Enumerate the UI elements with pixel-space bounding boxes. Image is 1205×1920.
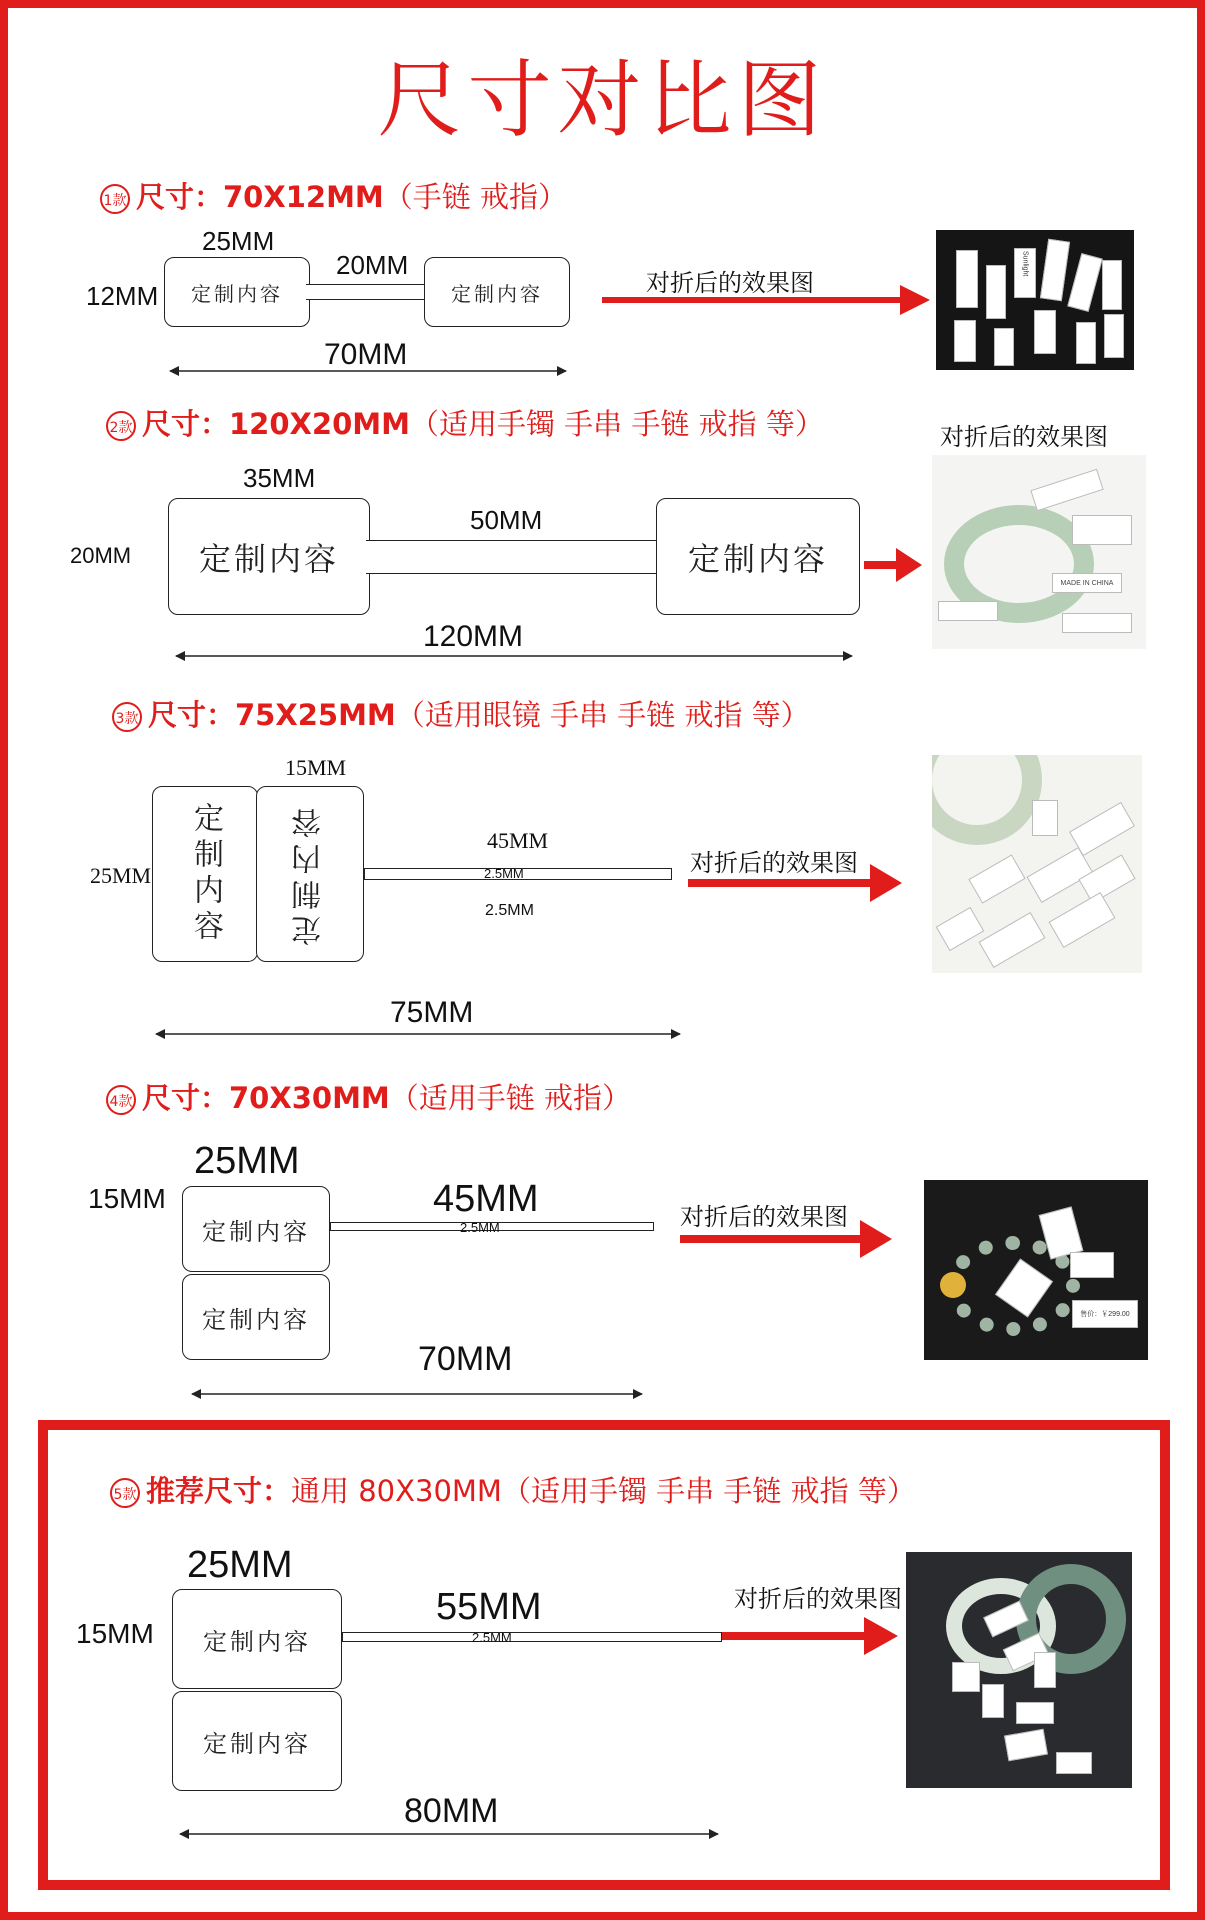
s2-height: 20MM bbox=[70, 543, 132, 568]
section-2-usage: （适用手镯 手串 手链 戒指 等） bbox=[409, 407, 824, 441]
s5-strip-height: 2.5MM bbox=[472, 1630, 512, 1645]
s4-total-length: 70MM bbox=[418, 1340, 513, 1378]
section-3-usage: （适用眼镜 手串 手链 戒指 等） bbox=[395, 698, 810, 732]
s3-panel-1-text: 定制内容 bbox=[188, 802, 223, 946]
s1-left-width: 25MM bbox=[202, 226, 275, 256]
s3-total-length: 75MM bbox=[390, 996, 474, 1029]
red-arrows bbox=[602, 285, 930, 1655]
s3-panel-2-text: 定制内容 bbox=[292, 802, 327, 946]
s1-left-panel-text: 定制内容 bbox=[191, 281, 283, 306]
s4-left-width: 25MM bbox=[194, 1140, 300, 1182]
section-2-badge: 2款 bbox=[106, 411, 136, 441]
dimension-arrows bbox=[156, 371, 852, 1834]
s4-panel-1-text: 定制内容 bbox=[202, 1217, 310, 1246]
s3-middle-length: 45MM bbox=[487, 828, 549, 853]
s2-left-width: 35MM bbox=[243, 463, 316, 493]
section-4-usage: （适用手链 戒指） bbox=[389, 1081, 632, 1115]
s1-photo-brand: Sunlight bbox=[1021, 251, 1029, 277]
s1-red-arrow bbox=[602, 285, 930, 315]
s5-panel-1-text: 定制内容 bbox=[203, 1627, 311, 1656]
s5-left-width: 25MM bbox=[187, 1544, 293, 1586]
s1-height: 12MM bbox=[86, 281, 159, 311]
s5-effect-label: 对折后的效果图 bbox=[734, 1585, 902, 1613]
s3-strip-height: 2.5MM bbox=[484, 866, 524, 881]
s5-total-length: 80MM bbox=[404, 1792, 499, 1830]
s1-right-panel-text: 定制内容 bbox=[451, 281, 543, 306]
section-1-usage: （手链 戒指） bbox=[383, 180, 568, 214]
section-1-size: 尺寸：70X12MM bbox=[136, 180, 384, 214]
page-title: 尺寸对比图 bbox=[377, 51, 828, 149]
s3-left-width: 15MM bbox=[285, 755, 347, 780]
s3-effect-label: 对折后的效果图 bbox=[690, 849, 858, 877]
s3-red-arrow bbox=[688, 864, 902, 902]
s4-photo-price: 售价：￥299.00 bbox=[1080, 1311, 1130, 1318]
section-3-badge: 3款 bbox=[112, 702, 142, 732]
s3-strip-height-2: 2.5MM bbox=[485, 902, 534, 919]
s2-left-panel-text: 定制内容 bbox=[198, 539, 339, 578]
section-5-badge: 5款 bbox=[110, 1478, 140, 1508]
s4-height: 15MM bbox=[88, 1183, 166, 1214]
s2-total-length: 120MM bbox=[423, 620, 524, 653]
s4-effect-label: 对折后的效果图 bbox=[680, 1203, 848, 1231]
section-4-size: 尺寸：70X30MM bbox=[142, 1081, 390, 1115]
s4-red-arrow bbox=[680, 1220, 892, 1258]
section-3-size: 尺寸：75X25MM bbox=[148, 698, 396, 732]
s2-effect-label: 对折后的效果图 bbox=[940, 423, 1108, 451]
s5-middle-length: 55MM bbox=[436, 1586, 542, 1628]
s5-red-arrow bbox=[722, 1617, 898, 1655]
section-5-usage: 通用 80X30MM（适用手镯 手串 手链 戒指 等） bbox=[291, 1474, 916, 1508]
section-1-badge: 1款 bbox=[100, 184, 130, 214]
s5-height: 15MM bbox=[76, 1618, 154, 1649]
s4-panel-2-text: 定制内容 bbox=[202, 1305, 310, 1334]
s1-effect-label: 对折后的效果图 bbox=[646, 269, 814, 297]
s2-right-panel-text: 定制内容 bbox=[687, 539, 828, 578]
s2-middle-length: 50MM bbox=[470, 505, 543, 535]
s5-panel-2-text: 定制内容 bbox=[203, 1729, 311, 1758]
s2-red-arrow bbox=[864, 548, 922, 582]
s1-total-length: 70MM bbox=[324, 338, 408, 371]
s3-height: 25MM bbox=[90, 863, 152, 888]
s4-strip-height: 2.5MM bbox=[460, 1220, 500, 1235]
section-4-badge: 4款 bbox=[106, 1085, 136, 1115]
section-2-size: 尺寸：120X20MM bbox=[142, 407, 410, 441]
s1-middle-length: 20MM bbox=[336, 250, 409, 280]
s2-photo-made-in-china: MADE IN CHINA bbox=[1060, 580, 1114, 587]
section-5-size: 推荐尺寸： bbox=[146, 1474, 292, 1508]
s4-middle-length: 45MM bbox=[433, 1178, 539, 1220]
